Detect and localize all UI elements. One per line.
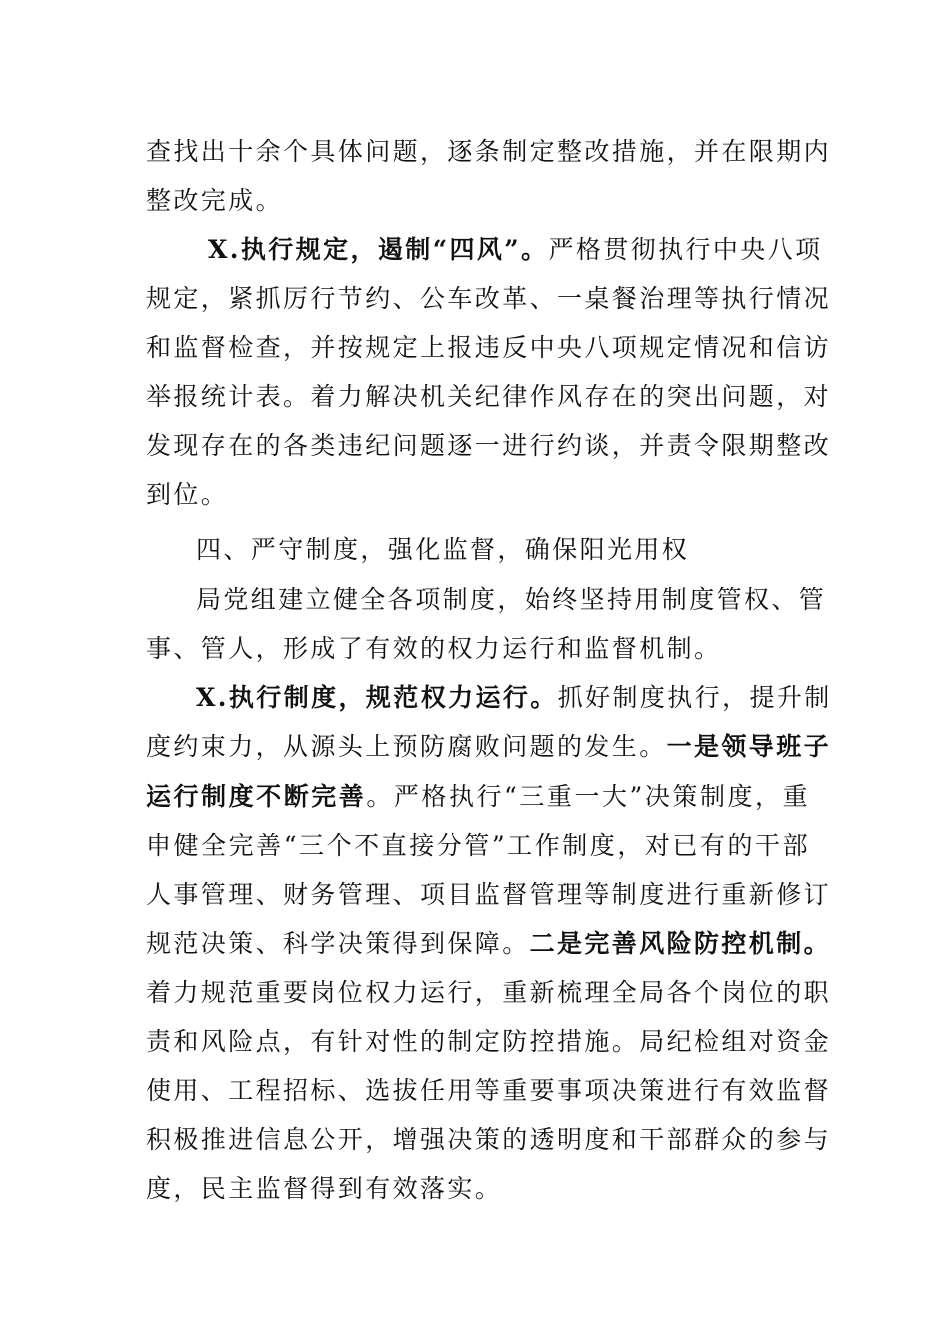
text-run: 发现存在的各类违纪问题逐一进行约谈，并责令限期整改 [146, 431, 832, 460]
text-line [146, 629, 810, 669]
text-run: 积极推进信息公开，增强决策的透明度和干部群众的参与 [146, 1125, 832, 1154]
text-line [146, 1120, 832, 1160]
text-line [146, 727, 832, 767]
text-run: 抓好制度执行，提升制 [557, 683, 832, 712]
text-line [146, 377, 832, 417]
text-line [146, 973, 832, 1013]
text-line [196, 580, 827, 620]
text-run: 申健全完善“三个不直接分管”工作制度，对已有的干部 [146, 831, 810, 860]
text-line [146, 181, 810, 221]
text-run: 局党组建立健全各项制度，始终坚持用制度管权、管 [196, 585, 827, 614]
text-run: 人事管理、财务管理、项目监督管理等制度进行重新修订 [146, 880, 832, 909]
text-run: 四、严守制度，强化监督，确保阳光用权 [196, 535, 690, 564]
text-line [146, 826, 810, 866]
text-run: 和监督检查，并按规定上报违反中央八项规定情况和信访 [146, 333, 832, 362]
bold-run: 运行制度不断完善 [146, 782, 367, 811]
text-run: 查找出十余个具体问题，逐条制定整改措施，并在限期内 [146, 137, 832, 166]
text-line [146, 426, 832, 466]
text-run: 度，民主监督得到有效落实。 [146, 1174, 503, 1203]
text-line [146, 777, 810, 817]
text-run: 度约束力，从源头上预防腐败问题的发生。 [146, 732, 667, 761]
text-line [208, 230, 823, 270]
bold-run: 二是完善风险防控机制。 [529, 929, 832, 958]
text-line [146, 132, 832, 172]
text-line [146, 279, 832, 319]
text-run: 事、管人，形成了有效的权力运行和监督机制。 [146, 634, 722, 663]
text-run: 着力规范重要岗位权力运行，重新梳理全局各个岗位的职 [146, 978, 832, 1007]
bold-heading-run: X.执行规定，遏制“四风”。 [208, 235, 549, 264]
text-line [146, 1071, 832, 1111]
text-run: 规范决策、科学决策得到保障。 [146, 929, 530, 958]
text-run: 到位。 [146, 480, 229, 509]
text-run: 整改完成。 [146, 186, 284, 215]
text-run: 举报统计表。着力解决机关纪律作风存在的突出问题，对 [146, 382, 832, 411]
text-line [146, 924, 832, 964]
text-run: 规定，紧抓厉行节约、公车改革、一桌餐治理等执行情况 [146, 284, 832, 313]
text-line [146, 1169, 810, 1209]
text-line [146, 475, 810, 515]
bold-heading-run: X.执行制度，规范权力运行。 [196, 683, 558, 712]
text-run: 。严格执行“三重一大”决策制度，重 [366, 782, 810, 811]
text-line [146, 1022, 832, 1062]
text-run: 使用、工程招标、选拔任用等重要事项决策进行有效监督 [146, 1076, 832, 1105]
text-run: 严格贯彻执行中央八项 [548, 235, 823, 264]
text-line [196, 678, 832, 718]
text-line [146, 875, 832, 915]
text-run: 责和风险点，有针对性的制定防控措施。局纪检组对资金 [146, 1027, 832, 1056]
bold-run: 一是领导班子 [666, 732, 832, 761]
text-line [146, 328, 832, 368]
section-heading [196, 530, 810, 570]
